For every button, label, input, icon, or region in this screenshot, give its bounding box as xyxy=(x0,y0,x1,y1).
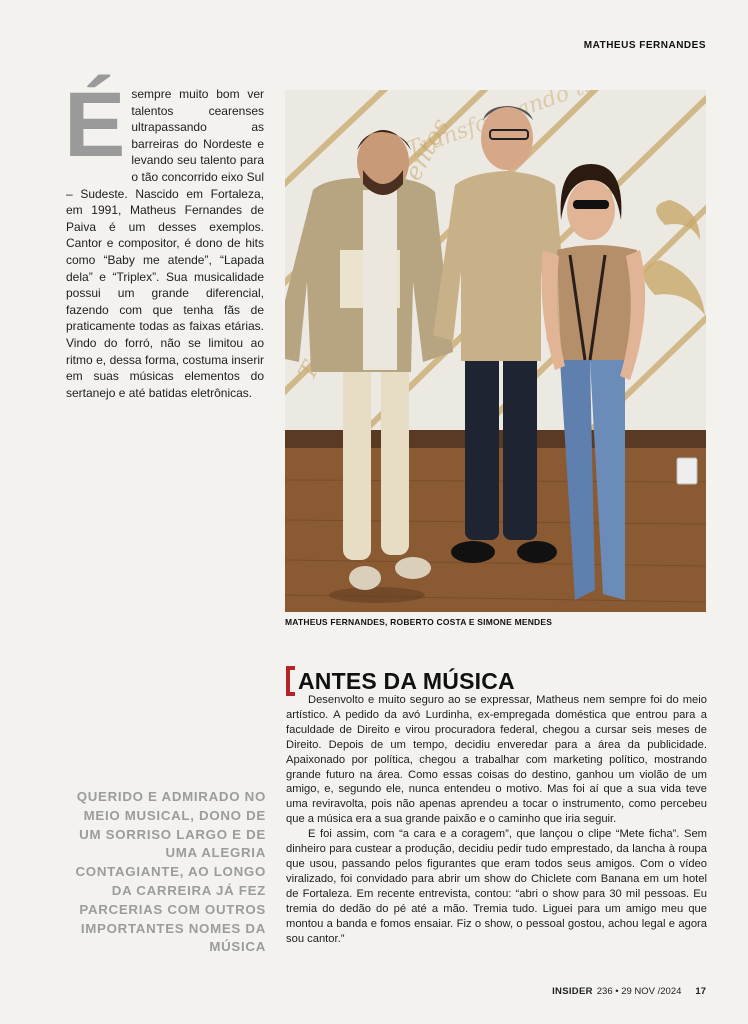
running-header: MATHEUS FERNANDES xyxy=(583,40,706,51)
page-number: 17 xyxy=(695,986,706,997)
page-footer xyxy=(552,986,706,997)
feature-photo xyxy=(285,90,706,612)
photo-caption: MATHEUS FERNANDES, ROBERTO COSTA E SIMONE MENDES xyxy=(285,617,553,627)
drop-cap: É xyxy=(64,74,126,176)
article-body xyxy=(286,693,707,946)
wall-script-text: talentos xyxy=(383,113,455,214)
issue-info: 236 • 29 NOV /2024 xyxy=(596,986,682,997)
magazine-name: INSIDER xyxy=(552,986,593,997)
section-bracket-icon xyxy=(286,666,295,696)
body-paragraph: Desenvolto e muito seguro ao se expressar, Matheus nem sempre foi do meio artístico. A pedido da avó Lurdinha, ex-empregada doméstica que entrou para a faculdade de Direito e virou procuradora federal, chegou a cursar seis meses de Direito. Depois de um tempo, decidiu enveredar para a área da publicidade. Apaixonado por política, chegou a trabalhar com marketing político, mostrando grande futuro na área. Como essas coisas do destino, ganhou um violão de um amigo, e, segundo ele, nunca entendeu o motivo. Mas foi aí que a sua vida teve uma reviravolta, pois não apenas aprendeu a tocar o instrumento, como percebeu que a música era a sua grande paixão e o caminho que iria seguir. xyxy=(286,694,707,826)
intro-body: sempre muito bom ver talentos cearenses ultrapassando as barreiras do Nordeste e levando seu talento para o tão concorrido eixo Sul – Sudeste. Nascido em Fortaleza, em 1991, Matheus Fernandes de Paiva é um desses exemplos. Cantor e compositor, é dono de hits como “Baby me atende”, “Lapada dela” e “Triplex”. Sua musicalidade possui um grande diferencial, fazendo com que tenha fãs de praticamente todas as faixas etárias. Vindo do forró, não se limitou ao ritmo e, dessa forma, costuma inserir em suas músicas elementos do sertanejo e até batidas eletrônicas. xyxy=(66,87,264,400)
section-title: ANTES DA MÚSICA xyxy=(298,668,515,694)
body-paragraph: E foi assim, com “a cara e a coragem”, que lançou o clipe “Mete ficha”. Sem dinheiro para custear a produção, decidiu pedir tudo emprestado, da lancha à roupa que usou, passando pelos figurantes que eram todos seus amigos. Com o vídeo viralizado, foi convidado para abrir um show do Chiclete com Banana em um hotel de Fortaleza. Em recente entrevista, contou: “abri o show para 30 mil pessoas. Eu tremia do dedão do pé até a mão. Tremia tudo. Liguei para um amigo meu que montou a banda e fomos ensaiar. Fiz o show, o pessoal gostou, achou legal e agora sou cantor.” xyxy=(286,828,707,945)
intro-text xyxy=(64,74,264,401)
pull-quote: QUERIDO E ADMIRADO NO MEIO MUSICAL, DONO DE UM SORRISO LARGO E DE UMA ALEGRIA CONTAGIANTE, AO LONGO DA CARREIRA JÁ FEZ PARCERIAS COM OUTROS IMPORTANTES NOMES DA MÚSICA xyxy=(75,789,266,955)
